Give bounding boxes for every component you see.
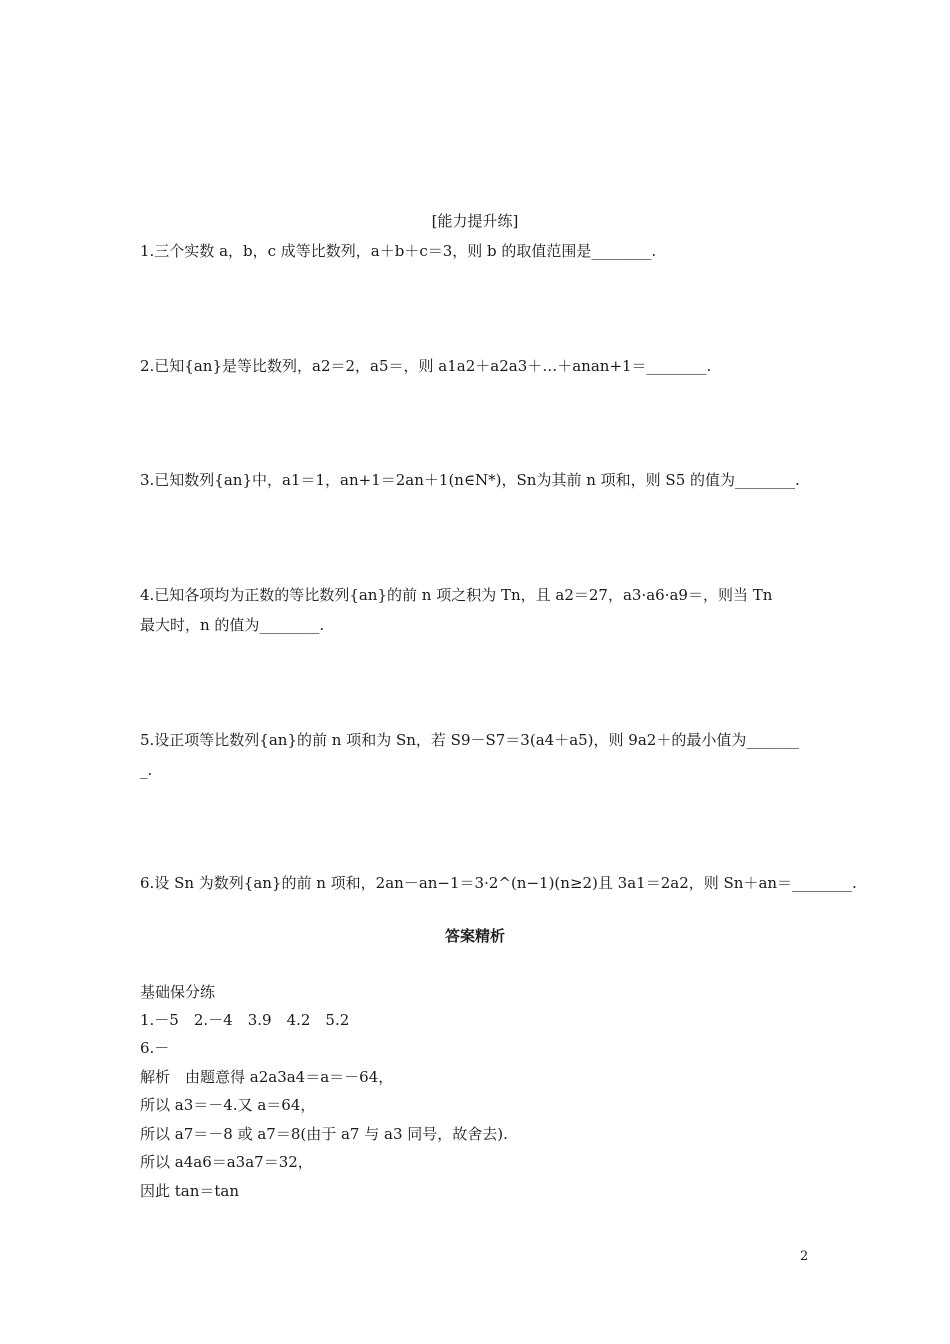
- answer-line: 所以 a3＝－4.又 a＝64，: [140, 1096, 316, 1114]
- section-title: [能力提升练]: [431, 212, 519, 230]
- answers-title: 答案精析: [444, 927, 505, 945]
- problem-3: 3.已知数列{an}中，a1＝1，an+1＝2an＋1(n∈N*)，Sn为其前 n 项和，则 S5 的值为________.: [140, 471, 800, 489]
- answer-line: 所以 a7＝－8 或 a7＝8(由于 a7 与 a3 同号，故舍去).: [140, 1125, 508, 1143]
- problem-6: 6.设 Sn 为数列{an}的前 n 项和，2an－an−1＝3·2^(n−1)(n≥2)且 3a1＝2a2，则 Sn＋an＝________.: [140, 874, 857, 892]
- problem-4-line-1: 4.已知各项均为正数的等比数列{an}的前 n 项之积为 Tn，且 a2＝27，a3·a6·a9＝，则当 Tn: [140, 586, 773, 604]
- answer-line: 解析 由题意得 a2a3a4＝a＝－64，: [140, 1068, 394, 1086]
- problem-4-line-2: 最大时，n 的值为________.: [140, 616, 325, 634]
- answer-line: 6.－: [140, 1039, 170, 1057]
- problem-5-line-1: 5.设正项等比数列{an}的前 n 项和为 Sn，若 S9－S7＝3(a4＋a5)，则 9a2＋的最小值为_______: [140, 731, 799, 749]
- page-number: 2: [800, 1249, 809, 1264]
- answer-line: 基础保分练: [140, 983, 216, 1001]
- problem-1: 1.三个实数 a，b，c 成等比数列，a＋b＋c＝3，则 b 的取值范围是________.: [140, 242, 657, 260]
- problem-5-line-2: _.: [140, 761, 153, 779]
- answer-line: 因此 tan＝tan: [140, 1182, 240, 1200]
- answer-line: 所以 a4a6＝a3a7＝32，: [140, 1153, 313, 1171]
- answer-line: 1.－5 2.－4 3.9 4.2 5.2: [140, 1011, 350, 1029]
- problem-2: 2.已知{an}是等比数列，a2＝2，a5＝，则 a1a2＋a2a3＋…＋anan+1＝________.: [140, 357, 712, 375]
